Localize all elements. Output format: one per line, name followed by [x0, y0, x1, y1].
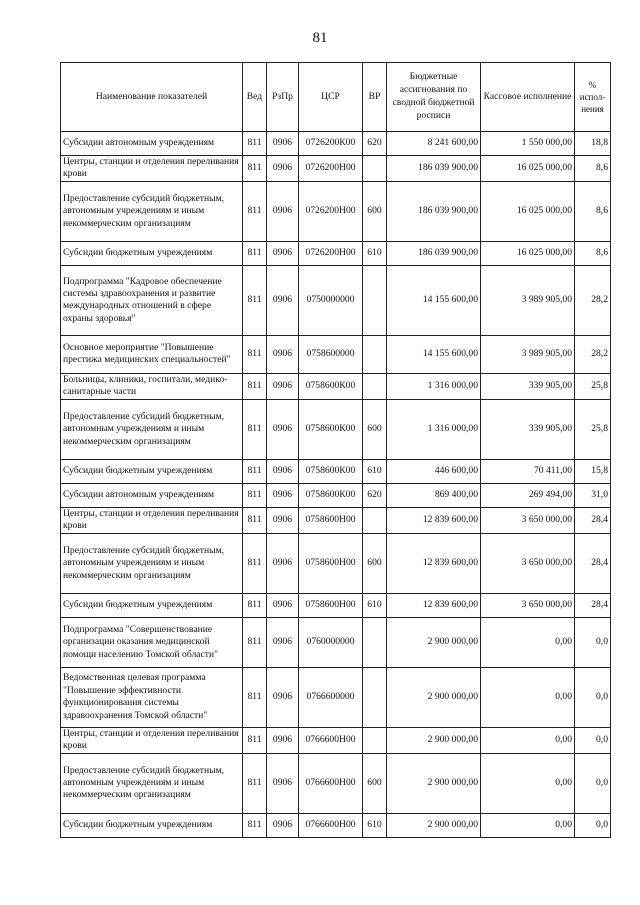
row-name-cell: Больницы, клиники, госпитали, медико-санитарные части: [61, 373, 243, 399]
row-vr-cell: [363, 727, 387, 753]
row-cash-cell: 0,00: [481, 617, 575, 667]
row-cash-cell: 339 905,00: [481, 373, 575, 399]
row-ved-cell: 811: [243, 593, 267, 617]
row-rzpr-cell: 0906: [267, 593, 299, 617]
row-pct-cell: 25,8: [575, 399, 611, 459]
table-row: [61, 593, 611, 617]
table-row: [61, 459, 611, 483]
row-cash-cell: 269 494,00: [481, 483, 575, 507]
row-budget-cell: 869 400,00: [387, 483, 481, 507]
budget-table: [60, 62, 611, 838]
row-name-cell: Центры, станции и отделения переливания крови: [61, 156, 243, 182]
row-ved-cell: 811: [243, 265, 267, 335]
row-cash-cell: 0,00: [481, 667, 575, 727]
row-cash-cell: 3 650 000,00: [481, 533, 575, 593]
table-row: [61, 753, 611, 813]
row-pct-cell: 8,6: [575, 241, 611, 265]
row-name-cell: Основное мероприятие "Повышение престижа медицинских специальностей": [61, 335, 243, 373]
row-vr-cell: [363, 373, 387, 399]
header-ved: Вед: [243, 63, 267, 132]
row-vr-cell: [363, 667, 387, 727]
row-vr-cell: [363, 156, 387, 182]
row-name-cell: Предоставление субсидий бюджетным, автономным учреждениям и иным некоммерческим организациям: [61, 753, 243, 813]
table-row: [61, 617, 611, 667]
row-cash-cell: 16 025 000,00: [481, 156, 575, 182]
row-pct-cell: 8,6: [575, 156, 611, 182]
row-budget-cell: 186 039 900,00: [387, 156, 481, 182]
row-vr-cell: 610: [363, 813, 387, 837]
row-rzpr-cell: 0906: [267, 533, 299, 593]
table-row: [61, 667, 611, 727]
row-csr-cell: 0726200Н00: [299, 181, 363, 241]
row-rzpr-cell: 0906: [267, 483, 299, 507]
row-rzpr-cell: 0906: [267, 507, 299, 533]
row-cash-cell: 0,00: [481, 813, 575, 837]
row-pct-cell: 31,0: [575, 483, 611, 507]
row-vr-cell: 610: [363, 593, 387, 617]
row-csr-cell: 0758600Н00: [299, 533, 363, 593]
row-ved-cell: 811: [243, 399, 267, 459]
row-ved-cell: 811: [243, 753, 267, 813]
row-csr-cell: 0726200Н00: [299, 156, 363, 182]
row-cash-cell: 3 989 905,00: [481, 335, 575, 373]
table-row: [61, 156, 611, 182]
row-budget-cell: 186 039 900,00: [387, 241, 481, 265]
table-row: [61, 265, 611, 335]
row-vr-cell: [363, 335, 387, 373]
row-cash-cell: 0,00: [481, 727, 575, 753]
table-row: [61, 533, 611, 593]
table-row: [61, 373, 611, 399]
row-budget-cell: 446 600,00: [387, 459, 481, 483]
row-ved-cell: 811: [243, 727, 267, 753]
header-name: Наименование показателей: [61, 63, 243, 132]
row-pct-cell: 28,4: [575, 507, 611, 533]
row-vr-cell: [363, 617, 387, 667]
row-pct-cell: 28,2: [575, 335, 611, 373]
row-pct-cell: 28,4: [575, 533, 611, 593]
row-cash-cell: 70 411,00: [481, 459, 575, 483]
row-csr-cell: 0726200Н00: [299, 241, 363, 265]
page-number: 81: [312, 30, 328, 46]
row-rzpr-cell: 0906: [267, 156, 299, 182]
row-rzpr-cell: 0906: [267, 459, 299, 483]
row-csr-cell: 0760000000: [299, 617, 363, 667]
row-vr-cell: 600: [363, 181, 387, 241]
row-budget-cell: 12 839 600,00: [387, 533, 481, 593]
row-ved-cell: 811: [243, 813, 267, 837]
row-name-cell: Субсидии автономным учреждениям: [61, 132, 243, 156]
row-name-cell: Подпрограмма "Кадровое обеспечение системы здравоохранения и развитие международных отношений в сфере охраны здоровья": [61, 265, 243, 335]
row-csr-cell: 0726200К00: [299, 132, 363, 156]
row-ved-cell: 811: [243, 483, 267, 507]
row-vr-cell: 610: [363, 241, 387, 265]
row-pct-cell: 25,8: [575, 373, 611, 399]
row-rzpr-cell: 0906: [267, 335, 299, 373]
table-row: [61, 241, 611, 265]
row-vr-cell: 620: [363, 483, 387, 507]
row-name-cell: Центры, станции и отделения переливания крови: [61, 507, 243, 533]
row-ved-cell: 811: [243, 617, 267, 667]
row-cash-cell: 339 905,00: [481, 399, 575, 459]
row-pct-cell: 0,0: [575, 753, 611, 813]
row-cash-cell: 1 550 000,00: [481, 132, 575, 156]
table-row: [61, 399, 611, 459]
row-name-cell: Подпрограмма "Совершенствование организации оказания медицинской помощи населению Томской области": [61, 617, 243, 667]
row-pct-cell: 15,8: [575, 459, 611, 483]
row-rzpr-cell: 0906: [267, 132, 299, 156]
row-vr-cell: 600: [363, 533, 387, 593]
row-cash-cell: 16 025 000,00: [481, 241, 575, 265]
row-vr-cell: [363, 265, 387, 335]
row-budget-cell: 1 316 000,00: [387, 373, 481, 399]
header-vr: ВР: [363, 63, 387, 132]
row-ved-cell: 811: [243, 181, 267, 241]
header-pct: % испол-нения: [575, 63, 611, 132]
row-budget-cell: 2 900 000,00: [387, 813, 481, 837]
row-vr-cell: 610: [363, 459, 387, 483]
row-vr-cell: 600: [363, 753, 387, 813]
row-pct-cell: 0,0: [575, 667, 611, 727]
row-pct-cell: 18,8: [575, 132, 611, 156]
row-ved-cell: 811: [243, 667, 267, 727]
row-rzpr-cell: 0906: [267, 753, 299, 813]
row-ved-cell: 811: [243, 507, 267, 533]
table-row: [61, 483, 611, 507]
table-row: [61, 507, 611, 533]
row-csr-cell: 0766600Н00: [299, 727, 363, 753]
row-ved-cell: 811: [243, 132, 267, 156]
row-budget-cell: 2 900 000,00: [387, 727, 481, 753]
row-csr-cell: 0758600К00: [299, 459, 363, 483]
row-cash-cell: 16 025 000,00: [481, 181, 575, 241]
row-ved-cell: 811: [243, 156, 267, 182]
table-row: [61, 335, 611, 373]
row-pct-cell: 8,6: [575, 181, 611, 241]
row-rzpr-cell: 0906: [267, 373, 299, 399]
row-cash-cell: 3 650 000,00: [481, 507, 575, 533]
row-csr-cell: 0758600К00: [299, 399, 363, 459]
header-budget: Бюджетные ассигнования по сводной бюджетной росписи: [387, 63, 481, 132]
row-budget-cell: 12 839 600,00: [387, 507, 481, 533]
row-ved-cell: 811: [243, 459, 267, 483]
table-row: [61, 727, 611, 753]
row-budget-cell: 12 839 600,00: [387, 593, 481, 617]
row-rzpr-cell: 0906: [267, 399, 299, 459]
row-name-cell: Центры, станции и отделения переливания крови: [61, 727, 243, 753]
row-rzpr-cell: 0906: [267, 813, 299, 837]
row-csr-cell: 0758600000: [299, 335, 363, 373]
row-vr-cell: 620: [363, 132, 387, 156]
row-budget-cell: 2 900 000,00: [387, 617, 481, 667]
row-rzpr-cell: 0906: [267, 667, 299, 727]
row-vr-cell: [363, 507, 387, 533]
row-cash-cell: 3 650 000,00: [481, 593, 575, 617]
row-name-cell: Предоставление субсидий бюджетным, автономным учреждениям и иным некоммерческим организациям: [61, 399, 243, 459]
header-cash: Кассовое исполнение: [481, 63, 575, 132]
row-budget-cell: 1 316 000,00: [387, 399, 481, 459]
row-ved-cell: 811: [243, 241, 267, 265]
row-name-cell: Предоставление субсидий бюджетным, автономным учреждениям и иным некоммерческим организациям: [61, 533, 243, 593]
row-rzpr-cell: 0906: [267, 617, 299, 667]
row-ved-cell: 811: [243, 373, 267, 399]
row-budget-cell: 14 155 600,00: [387, 265, 481, 335]
row-budget-cell: 2 900 000,00: [387, 667, 481, 727]
header-rzpr: РзПр: [267, 63, 299, 132]
row-name-cell: Предоставление субсидий бюджетным, автономным учреждениям и иным некоммерческим организациям: [61, 181, 243, 241]
table-row: [61, 813, 611, 837]
row-name-cell: Субсидии бюджетным учреждениям: [61, 813, 243, 837]
row-csr-cell: 0766600Н00: [299, 753, 363, 813]
header-csr: ЦСР: [299, 63, 363, 132]
row-budget-cell: 186 039 900,00: [387, 181, 481, 241]
row-name-cell: Субсидии автономным учреждениям: [61, 483, 243, 507]
row-name-cell: Ведомственная целевая программа "Повышение эффективности функционирования системы здравоохранения Томской области": [61, 667, 243, 727]
row-name-cell: Субсидии бюджетным учреждениям: [61, 593, 243, 617]
row-budget-cell: 2 900 000,00: [387, 753, 481, 813]
row-cash-cell: 3 989 905,00: [481, 265, 575, 335]
row-pct-cell: 0,0: [575, 813, 611, 837]
row-rzpr-cell: 0906: [267, 727, 299, 753]
table-header-row: [61, 63, 611, 132]
row-ved-cell: 811: [243, 335, 267, 373]
row-budget-cell: 8 241 600,00: [387, 132, 481, 156]
row-csr-cell: 0758600Н00: [299, 593, 363, 617]
row-csr-cell: 0750000000: [299, 265, 363, 335]
row-pct-cell: 0,0: [575, 617, 611, 667]
row-ved-cell: 811: [243, 533, 267, 593]
row-rzpr-cell: 0906: [267, 265, 299, 335]
row-csr-cell: 0758600К00: [299, 483, 363, 507]
row-csr-cell: 0766600000: [299, 667, 363, 727]
row-name-cell: Субсидии бюджетным учреждениям: [61, 459, 243, 483]
row-rzpr-cell: 0906: [267, 241, 299, 265]
row-pct-cell: 0,0: [575, 727, 611, 753]
row-name-cell: Субсидии бюджетным учреждениям: [61, 241, 243, 265]
table-row: [61, 181, 611, 241]
row-csr-cell: 0758600Н00: [299, 507, 363, 533]
row-cash-cell: 0,00: [481, 753, 575, 813]
row-pct-cell: 28,2: [575, 265, 611, 335]
row-csr-cell: 0758600К00: [299, 373, 363, 399]
row-csr-cell: 0766600Н00: [299, 813, 363, 837]
table-row: [61, 132, 611, 156]
row-vr-cell: 600: [363, 399, 387, 459]
row-budget-cell: 14 155 600,00: [387, 335, 481, 373]
row-rzpr-cell: 0906: [267, 181, 299, 241]
row-pct-cell: 28,4: [575, 593, 611, 617]
